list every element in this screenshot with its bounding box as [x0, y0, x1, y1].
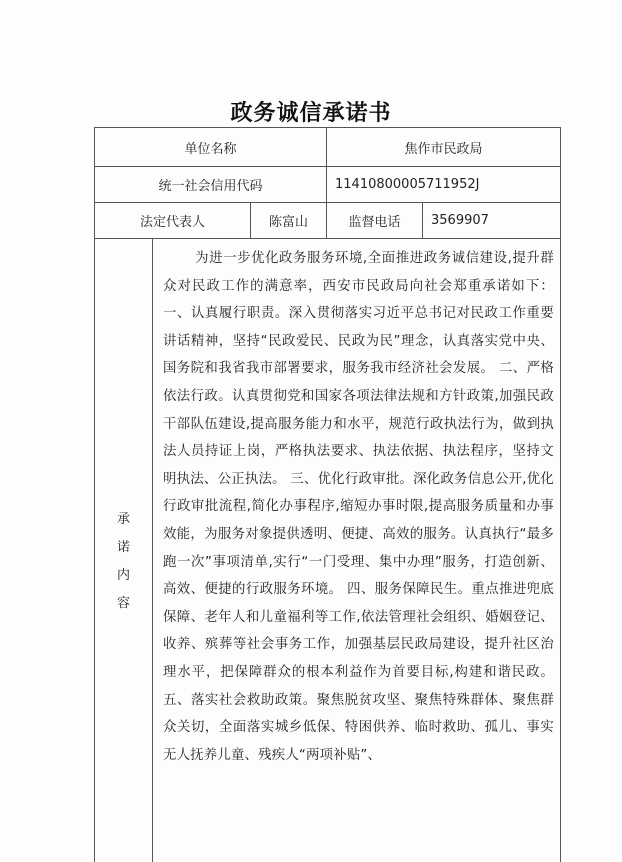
content-label	[95, 239, 153, 862]
commitment-form-table	[94, 127, 561, 862]
credit-code-label: 统一社会信用代码	[95, 167, 327, 203]
legal-rep-label: 法定代表人	[95, 203, 251, 239]
legal-rep-row	[95, 203, 561, 239]
content-label-char: 诺	[116, 540, 130, 555]
credit-code-value: 11410800005711952J	[327, 167, 561, 203]
unit-name-value: 焦作市民政局	[327, 128, 561, 167]
credit-code-row	[95, 167, 561, 203]
content-body-cell	[153, 239, 561, 862]
unit-name-row	[95, 128, 561, 167]
content-label-char: 内	[116, 568, 130, 583]
content-label-char: 承	[116, 512, 130, 527]
content-row	[95, 239, 561, 862]
commitment-content-text: 为进一步优化政务服务环境,全面推进政务诚信建设,提升群众对民政工作的满意率，西安市民政局向社会郑重承诺如下：一、认真履行职责。深入贯彻落实习近平总书记对民政工作重要讲话精神，坚持“民政爱民、民政为民”理念，认真落实党中央、国务院和我省我市部署要求，服务我市经济社会发展。 二、严格依法行政。认真贯彻党和国家各项法律法规和方针政策,加强民政干部队伍建设,提高服务能力和水平，规范行政执法行为，做到执法人员持证上岗，严格执法要求、执法依据、执法程序，坚持文明执法、公正执法。 三、优化行政审批。深化政务信息公开,优化行政审批流程,简化办事程序,缩短办事时限,提高服务质量和办事效能，为服务对象提供透明、便捷、高效的服务。认真执行“最多跑一次”事项清单,实行“一门受理、集中办理”服务，打造创新、高效、便捷的行政服务环境。 四、服务保障民生。重点推进兜底保障、老年人和儿童福利等工作,依法管理社会组织、婚姻登记、收养、殡葬等社会事务工作，加强基层民政局建设，提升社区治理水平，把保障群众的根本利益作为首要目标,构建和谐民政。 五、落实社会救助政策。聚焦脱贫攻坚、聚焦特殊群体、聚焦群众关切，全面落实城乡低保、特困供养、临时救助、孤儿、事实无人抚养儿童、残疾人“两项补贴”、	[163, 251, 555, 763]
page-title: 政务诚信承诺书	[230, 100, 392, 126]
phone-label: 监督电话	[327, 203, 423, 239]
legal-rep-value: 陈富山	[251, 203, 327, 239]
unit-name-label: 单位名称	[95, 128, 327, 167]
phone-value: 3569907	[423, 203, 561, 239]
content-label-char: 容	[116, 596, 130, 611]
